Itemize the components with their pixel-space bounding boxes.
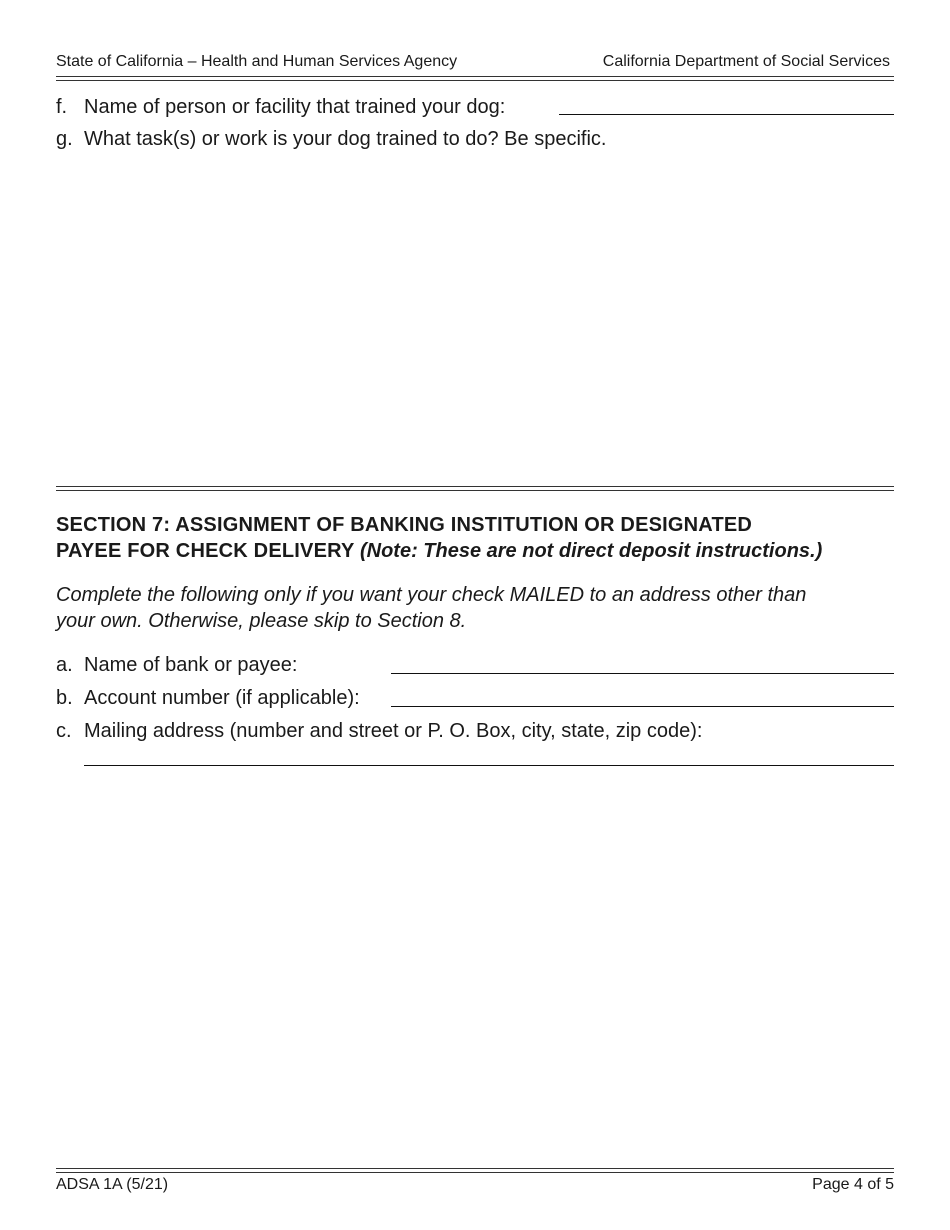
field-c-text: Mailing address (number and street or P. O. Box, city, state, zip code): — [84, 720, 703, 742]
form-id: ADSA 1A (5/21) — [56, 1176, 169, 1193]
field-b-text: Account number (if applicable): — [84, 687, 360, 709]
bank-payee-name-field[interactable] — [391, 673, 894, 674]
mailing-address-field[interactable] — [84, 765, 894, 766]
trainer-name-field[interactable] — [559, 114, 894, 115]
question-g-label: g. — [56, 128, 73, 150]
header-agency: State of California – Health and Human Services Agency — [56, 53, 458, 70]
section-7-title-line2 — [56, 538, 916, 564]
field-b — [56, 687, 894, 713]
section-7-intro — [56, 582, 916, 634]
header-department: California Department of Social Services — [602, 53, 890, 70]
section-7-heading — [56, 512, 916, 564]
field-b-label: b. — [56, 687, 73, 709]
section-7-note: (Note: These are not direct deposit instructions.) — [359, 540, 823, 562]
field-a-text: Name of bank or payee: — [84, 654, 298, 676]
section-7-title-line2-text: PAYEE FOR CHECK DELIVERY — [56, 540, 355, 562]
question-f-label: f. — [56, 96, 68, 118]
section-7-title-line1: SECTION 7: ASSIGNMENT OF BANKING INSTITUTION OR DESIGNATED — [56, 514, 753, 536]
section-7-intro-line1: Complete the following only if you want your check MAILED to an address other than — [56, 584, 807, 606]
header-rule — [56, 76, 894, 81]
field-a-label: a. — [56, 654, 73, 676]
field-c-label: c. — [56, 720, 72, 742]
footer-rule — [56, 1168, 894, 1173]
page-number: Page 4 of 5 — [812, 1176, 894, 1193]
field-a — [56, 654, 894, 680]
section-7-intro-line2: your own. Otherwise, please skip to Section 8. — [56, 610, 467, 632]
question-g-text: What task(s) or work is your dog trained to do? Be specific. — [84, 128, 607, 150]
account-number-field[interactable] — [391, 706, 894, 707]
question-f-text: Name of person or facility that trained your dog: — [84, 96, 506, 118]
question-g — [56, 128, 894, 154]
field-c — [56, 720, 894, 746]
question-f — [56, 96, 894, 122]
section-divider — [56, 486, 894, 491]
